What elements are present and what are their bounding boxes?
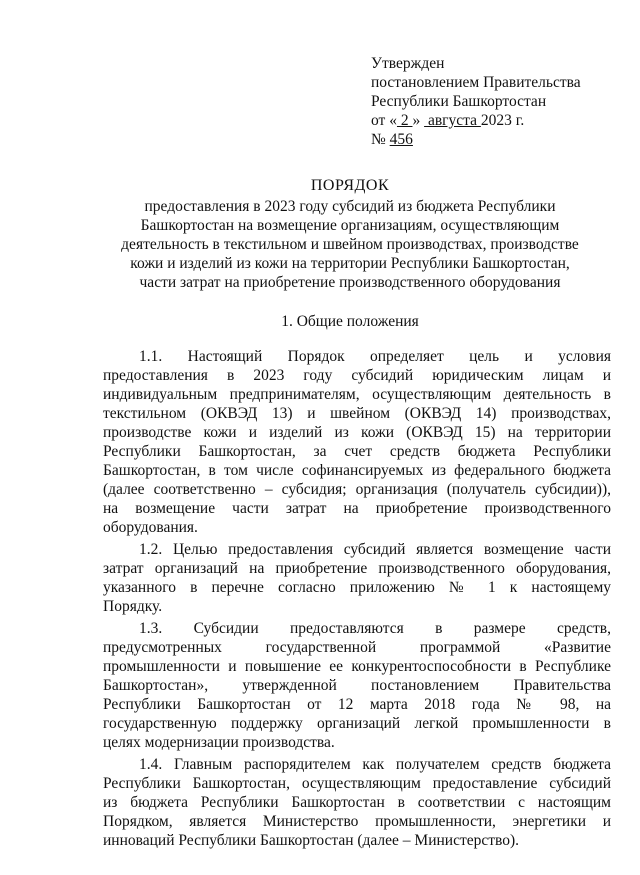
- document-body: [103, 347, 611, 850]
- approval-date: [371, 111, 621, 130]
- text-line: 1.4. Главным распорядителем как получателем средств бюджета: [139, 756, 611, 773]
- paragraph-1-2: [103, 540, 611, 616]
- date-month: августа: [424, 112, 481, 129]
- approval-block: [371, 54, 621, 149]
- text-line: 1.3. Субсидии предоставляются в размере средств,: [139, 620, 611, 637]
- section-title: 1. Общие положения: [281, 313, 419, 330]
- document-heading: ПОРЯДОК: [310, 177, 390, 194]
- text-line: указанного в перечне согласно приложению № 1 к настоящему: [103, 579, 611, 596]
- approval-line-1: Утвержден: [371, 55, 445, 72]
- text-line: предоставления в 2023 году субсидий юридическим лицам и: [103, 367, 611, 384]
- text-line: затрат организаций на приобретение производственного оборудования,: [103, 560, 611, 577]
- text-line: текстильном (ОКВЭД 13) и швейном (ОКВЭД 14) производствах,: [103, 405, 611, 422]
- approval-number: [371, 130, 621, 149]
- text-line: 1.2. Целью предоставления субсидий является возмещение части: [139, 541, 611, 558]
- date-day: 2: [396, 112, 413, 129]
- subtitle-line: предоставления в 2023 году субсидий из бюджета Республики: [144, 198, 556, 215]
- text-line: Республики Башкортостан, осуществляющим предоставление субсидий: [103, 775, 611, 792]
- text-line: Республики Башкортостан, за счет средств бюджета Республики: [103, 443, 611, 460]
- date-prefix: от «: [371, 112, 397, 129]
- paragraph-1-4: [103, 755, 611, 850]
- text-line: из бюджета Республики Башкортостан в соответствии с настоящим: [103, 794, 611, 811]
- text-line: промышленности и повышение ее конкурентоспособности в Республике: [103, 658, 611, 675]
- subtitle-line: Башкортостан на возмещение организациям, осуществляющим: [140, 217, 560, 234]
- text-line: инноваций Республики Башкортостан (далее – Министерство).: [103, 832, 520, 849]
- text-line: Порядком, является Министерство промышленности, энергетики и: [103, 813, 611, 830]
- approval-line-3: Республики Башкортостан: [371, 93, 547, 110]
- date-mid: »: [412, 112, 421, 129]
- date-year: 2023 г.: [480, 112, 525, 129]
- text-line: Башкортостан, в том числе софинансируемых из федерального бюджета: [103, 462, 611, 479]
- document-subtitle: [100, 197, 600, 292]
- text-line: Порядку.: [103, 598, 163, 615]
- subtitle-line: деятельность в текстильном и швейном производствах, производстве: [121, 236, 579, 253]
- paragraph-1-1: [103, 347, 611, 537]
- number-value: 456: [389, 131, 413, 148]
- text-line: производстве кожи и изделий из кожи (ОКВЭД 15) на территории: [103, 424, 611, 441]
- text-line: Республики Башкортостан от 12 марта 2018 года № 98, на: [103, 696, 611, 713]
- text-line: 1.1. Настоящий Порядок определяет цель и условия: [139, 348, 611, 365]
- text-line: Башкортостан», утвержденной постановлением Правительства: [103, 677, 611, 694]
- text-line: (далее соответственно – субсидия; организация (получатель субсидии)),: [103, 481, 611, 498]
- subtitle-line: кожи и изделий из кожи на территории Республики Башкортостан,: [130, 255, 570, 272]
- text-line: индивидуальным предпринимателям, осуществляющим деятельность в: [103, 386, 611, 403]
- text-line: целях модернизации производства.: [103, 734, 335, 751]
- number-prefix: №: [371, 131, 390, 148]
- paragraph-1-3: [103, 619, 611, 752]
- text-line: оборудования.: [103, 519, 198, 536]
- text-line: на возмещение части затрат на приобретение производственного: [103, 500, 611, 517]
- approval-line-2: постановлением Правительства: [371, 74, 581, 91]
- subtitle-line: части затрат на приобретение производственного оборудования: [139, 274, 561, 291]
- text-line: предусмотренных государственной программой «Развитие: [103, 639, 611, 656]
- text-line: государственную поддержку организаций легкой промышленности в: [103, 715, 611, 732]
